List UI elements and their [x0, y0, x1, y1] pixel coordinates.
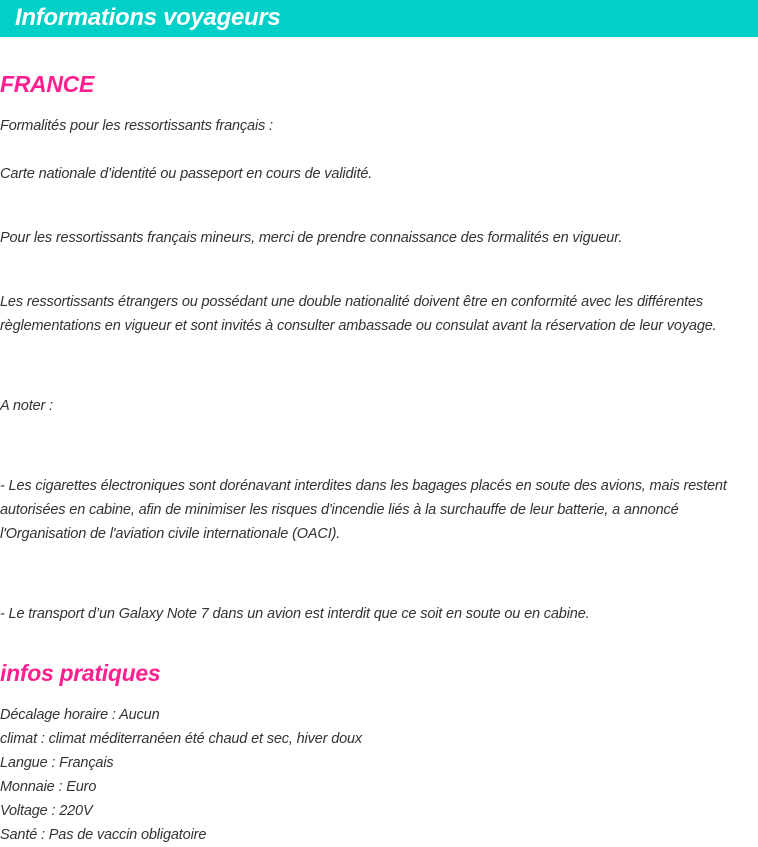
note-label: A noter : [0, 398, 53, 414]
section-title-france: FRANCE [0, 71, 95, 97]
ecigarette-text-line-1: - Les cigarettes électroniques sont dorénavant interdites dans les bagages placés en soute des avions, mais restent [0, 478, 727, 494]
section-title-practical: infos pratiques [0, 660, 161, 686]
practical-item-voltage: Voltage : 220V [0, 803, 93, 819]
galaxy-note-text: - Le transport d’un Galaxy Note 7 dans un avion est interdit que ce soit en soute ou en cabine. [0, 606, 590, 622]
foreigners-text-line-2: règlementations en vigueur et sont invités à consulter ambassade ou consulat avant la réservation de leur voyage. [0, 318, 717, 334]
page-header-bar [0, 0, 758, 37]
practical-item-currency: Monnaie : Euro [0, 779, 97, 795]
foreigners-text-line-1: Les ressortissants étrangers ou possédant une double nationalité doivent être en conformité avec les différentes [0, 294, 703, 310]
minors-text: Pour les ressortissants français mineurs, merci de prendre connaissance des formalités en vigueur. [0, 230, 623, 246]
ecigarette-text-line-3: l'Organisation de l'aviation civile internationale (OACI). [0, 526, 341, 542]
practical-item-timezone: Décalage horaire : Aucun [0, 707, 160, 723]
page-title: Informations voyageurs [15, 4, 281, 31]
practical-item-language: Langue : Français [0, 755, 114, 771]
practical-item-climate: climat : climat méditerranéen été chaud et sec, hiver doux [0, 731, 363, 747]
ecigarette-text-line-2: autorisées en cabine, afin de minimiser les risques d'incendie liés à la surchauffe de leur batterie, a annoncé [0, 502, 679, 518]
practical-item-health: Santé : Pas de vaccin obligatoire [0, 827, 207, 843]
formalities-intro: Formalités pour les ressortissants français : [0, 118, 273, 134]
id-documents-text: Carte nationale d’identité ou passeport en cours de validité. [0, 166, 373, 182]
